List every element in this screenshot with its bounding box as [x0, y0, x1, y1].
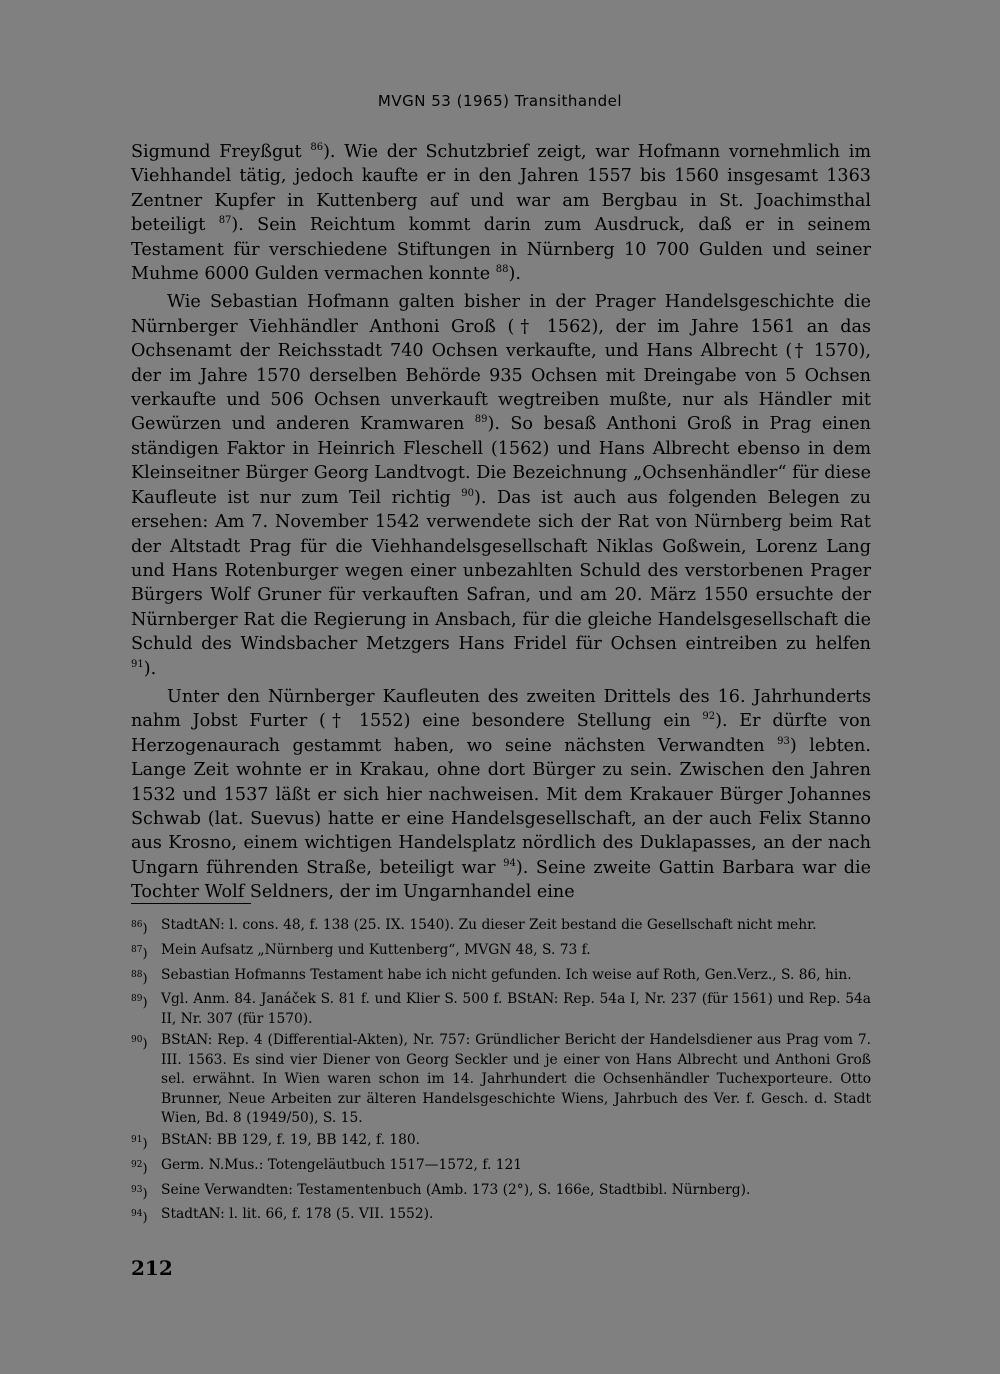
footnote [131, 1181, 871, 1204]
footnote-reference: 87 [218, 215, 232, 227]
paragraph-text: Unter den Nürnberger Kaufleuten des zweiten Drittels des 16. Jahrhunderts nahm Jobst Furter († 1552) eine besondere Stellung ein [131, 686, 871, 732]
footnote-number-text: 91 [131, 1134, 143, 1145]
footnote-text: Vgl. Anm. 84. Janáček S. 81 f. und Klier S. 500 f. BStAN: Rep. 54a I, Nr. 237 (für 1561) und Rep. 54a II, Nr. 307 (für 1570). [161, 991, 871, 1027]
paragraph-text: ). Sein Reichtum kommt darin zum Ausdruck, daß er in seinem Testament für verschiedene Stiftungen in Nürnberg 10 700 Gulden und seiner Muhme 6000 Gulden vermachen konnte [131, 215, 871, 285]
footnote [131, 1131, 871, 1154]
paragraph-text: ). Wie der Schutzbrief zeigt, war Hofmann vornehmlich im Viehhandel tätig, jedoch kaufte er in den Jahren 1557 bis 1560 insgesamt 1363 Zentner Kupfer in Kuttenberg auf und war am Bergbau in St. Joachimsthal beteiligt [131, 142, 871, 236]
footnote [131, 1031, 871, 1129]
paragraph-text: ). Das ist auch aus folgenden Belegen zu ersehen: Am 7. November 1542 verwendete sich der Rat von Nürnberg beim Rat der Altstadt Prag für die Viehhandelsgesellschaft Niklas Goßwein, Lorenz Lang und Hans Rotenburger wegen einer unbezahlten Schuld des verstorbenen Prager Bürgers Wolf Gruner für verkauften Safran, und am 20. März 1550 ersuchte der Nürnberger Rat die Regierung in Ansbach, für die gleiche Handelsgesellschaft die Schuld des Windsbacher Metzgers Hans Fridel für Ochsen eintreiben zu helfen [131, 487, 871, 655]
footnote-number: $^{89}$) [131, 994, 148, 1011]
footnote [131, 916, 871, 939]
footnote [131, 1156, 871, 1179]
paragraph [131, 685, 871, 905]
footnote-rule [131, 903, 251, 904]
paragraph-text: ) lebten. Lange Zeit wohnte er in Krakau, ohne dort Bürger zu sein. Zwischen den Jahren 1532 und 1537 läßt er sich hier nachweisen. Mit dem Krakauer Bürger Johannes Schwab (lat. Suevus) hatte er eine Handelsgesellschaft, an der auch Felix Stanno aus Krosno, einem wichtigen Handelsplatz nördlich des Duklapasses, an der nach Ungarn führenden Straße, beteiligt war [131, 735, 871, 878]
footnote-number-text: 90 [131, 1035, 143, 1046]
footnote-number-text: 94 [131, 1209, 143, 1220]
body-text [131, 140, 871, 905]
paragraph-text: ). [508, 264, 521, 285]
footnotes [131, 916, 871, 1230]
footnote-text: Mein Aufsatz „Nürnberg und Kuttenberg“, MVGN 48, S. 73 f. [161, 941, 591, 958]
footnote-number: $^{94}$) [131, 1209, 148, 1226]
paragraph [131, 290, 871, 681]
footnote-number-text: 87 [131, 944, 143, 955]
footnote [131, 1205, 871, 1228]
footnote-number-text: 89 [131, 994, 143, 1005]
footnote-text: Seine Verwandten: Testamentenbuch (Amb. 173 (2°), S. 166e, Stadtbibl. Nürnberg). [161, 1181, 751, 1198]
footnote-text: StadtAN: l. cons. 48, f. 138 (25. IX. 1540). Zu dieser Zeit bestand die Gesellschaft nicht mehr. [161, 917, 817, 933]
footnote [131, 966, 871, 989]
footnote-number: $^{87}$) [131, 944, 148, 962]
paragraph-text: Wie Sebastian Hofmann galten bisher in der Prager Handelsgeschichte die Nürnberger Viehhändler Anthoni Groß († 1562), der im Jahre 1561 an das Ochsenamt der Reichsstadt 740 Ochsen verkaufte, und Hans Albrecht († 1570), der im Jahre 1570 derselben Behörde 935 Ochsen mit Dreingabe von 5 Ochsen verkaufte und 506 Ochsen unverkauft wegtreiben mußte, nur als Händler mit Gewürzen und anderen Kramwaren [131, 292, 871, 435]
footnote-number: $^{93}$) [131, 1184, 148, 1201]
footnote-number: $^{88}$) [131, 969, 148, 986]
footnote-number-text: 88 [131, 969, 143, 980]
page-number: 212 [131, 1256, 173, 1280]
footnote-reference: 93 [777, 735, 790, 747]
footnote-text: BStAN: Rep. 4 (Differential-Akten), Nr. 757: Gründlicher Bericht der Handelsdiener aus Prag vom 7. III. 1563. Es sind vier Diener von Georg Seckler und je einer von Hans Albrecht und Anthoni Groß sel. erwähnt. In Wien waren schon im 14. Jahrhundert die Ochsenhändler Tuchexporteure. Otto Brunner, Neue Arbeiten zur älteren Handelsgeschichte Wiens, Jahrbuch des Ver. f. Gesch. d. Stadt Wien, Bd. 8 (1949/50), S. 15. [161, 1032, 871, 1127]
footnote-number-text: 86 [131, 920, 143, 930]
paragraph-text: ). Seine zweite Gattin Barbara war die Tochter Wolf Seldners, der im Ungarnhandel eine [131, 857, 872, 903]
footnote [131, 990, 871, 1029]
footnote-text: Germ. N.Mus.: Totengeläutbuch 1517—1572, f. 121 [161, 1156, 523, 1173]
footnote-number: $^{90}$) [131, 1035, 148, 1052]
footnote-number: $^{92}$) [131, 1159, 148, 1177]
footnote-reference: 89 [474, 414, 488, 426]
paragraph-text: ). Er dürfte von Herzogenaurach gestammt haben, wo seine nächsten Verwandten [131, 711, 871, 756]
footnote-text: Sebastian Hofmanns Testament habe ich nicht gefunden. Ich weise auf Roth, Gen.Verz., S. 86, hin. [161, 966, 852, 983]
running-header: MVGN 53 (1965) Transithandel [377, 92, 623, 110]
footnote-reference: 94 [503, 857, 516, 869]
footnote-number-text: 93 [131, 1184, 143, 1195]
footnote-reference: 88 [495, 264, 509, 276]
footnote [131, 941, 871, 964]
paragraph-text: ). So besaß Anthoni Groß in Prag einen ständigen Faktor in Heinrich Fleschell (1562) und Hans Albrecht ebenso in dem Kleinseitner Bürger Georg Landtvogt. Die Bezeichnung „Ochsenhändler“ für diese Kaufleute ist nur zum Teil richtig [131, 414, 872, 508]
footnote-reference: 90 [461, 487, 475, 499]
footnote-reference: 92 [702, 711, 716, 723]
footnote-number: $^{86}$) [131, 920, 148, 937]
footnote-reference: 91 [131, 658, 144, 670]
footnote-text: BStAN: BB 129, f. 19, BB 142, f. 180. [161, 1131, 421, 1148]
footnote-number-text: 92 [131, 1159, 143, 1170]
paragraph [131, 140, 871, 286]
footnote-number: $^{91}$) [131, 1134, 148, 1152]
paragraph-text: Sigmund Freyßgut [131, 142, 311, 162]
footnote-text: StadtAN: l. lit. 66, f. 178 (5. VII. 1552). [161, 1206, 434, 1223]
paragraph-text: ). [143, 658, 157, 679]
footnote-reference: 86 [310, 142, 324, 154]
